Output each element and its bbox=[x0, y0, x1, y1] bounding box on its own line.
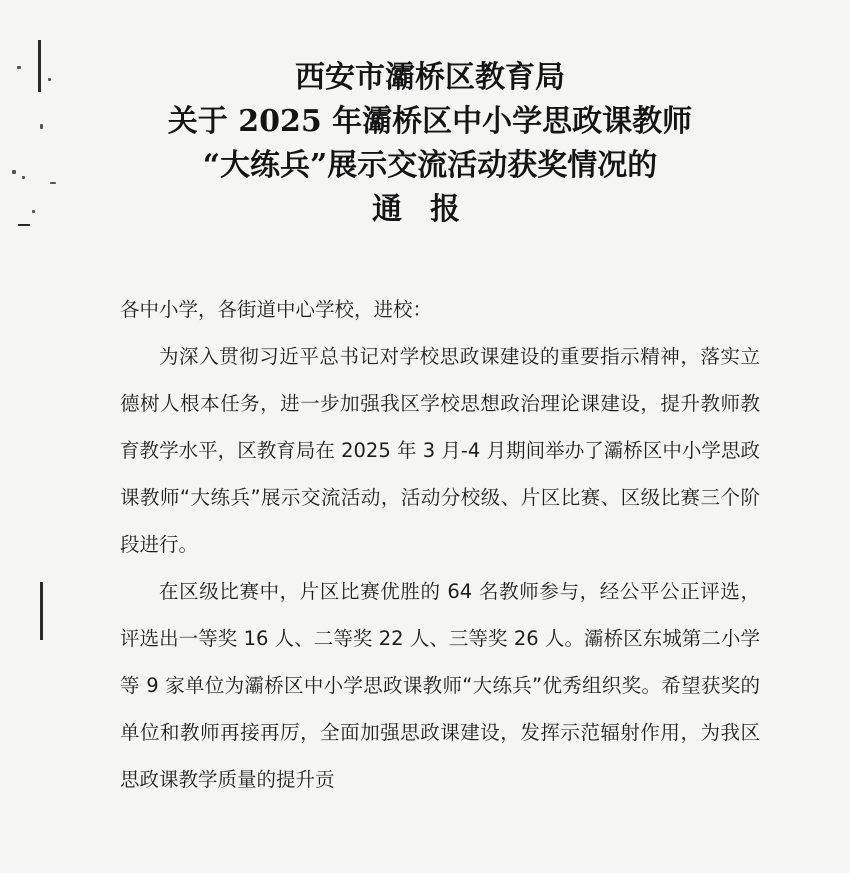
document-title bbox=[0, 56, 850, 232]
document-body bbox=[120, 286, 760, 803]
scan-mark bbox=[40, 582, 43, 640]
salutation: 各中小学，各街道中心学校，进校： bbox=[120, 298, 433, 321]
title-line-issuer: 西安市灞桥区教育局 bbox=[295, 60, 565, 95]
paragraph-1: 为深入贯彻习近平总书记对学校思政课建设的重要指示精神，落实立德树人根本任务，进一步加强我区学校思想政治理论课建设，提升教师教育教学水平，区教育局在 2025 年 3 月-4 月期间举办了灞桥区中小学思政课教师“大练兵”展示交流活动，活动分校级、片区比赛、区级比赛三个阶段进行。 bbox=[120, 345, 760, 556]
paragraph-2: 在区级比赛中，片区比赛优胜的 64 名教师参与，经公平公正评选，评选出一等奖 16 人、二等奖 22 人、三等奖 26 人。灞桥区东城第二小学等 9 家单位为灞桥区中小学思政课教师“大练兵”优秀组织奖。希望获奖的单位和教师再接再厉，全面加强思政课建设，发挥示范辐射作用，为我区思政课教学质量的提升贡 bbox=[120, 580, 760, 791]
title-line-notice: 通报 bbox=[372, 192, 488, 227]
title-line-subject-cont: “大练兵”展示交流活动获奖情况的 bbox=[202, 148, 658, 183]
title-line-subject: 关于 2025 年灞桥区中小学思政课教师 bbox=[167, 104, 693, 139]
